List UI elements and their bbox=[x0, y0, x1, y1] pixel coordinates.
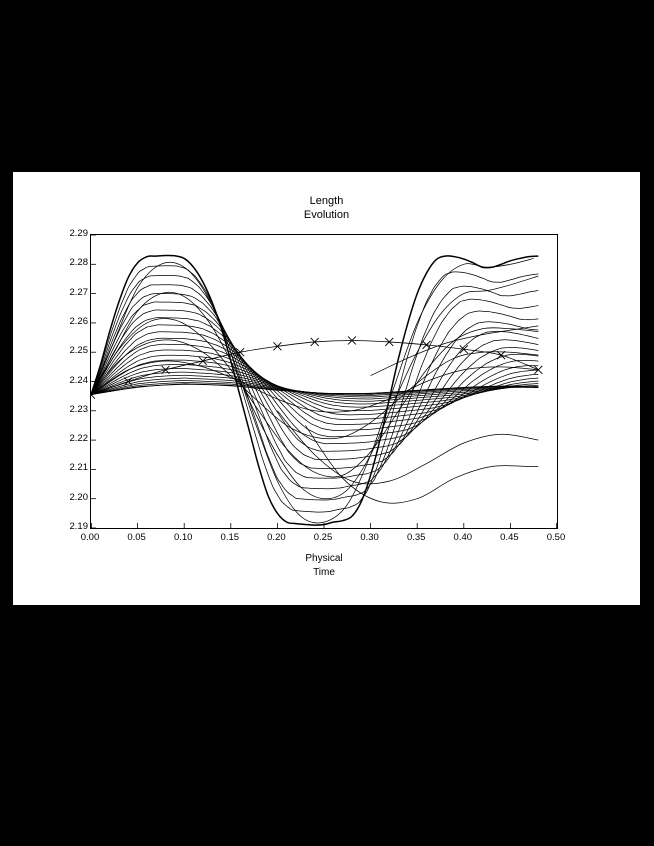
x-tick-label: 0.30 bbox=[360, 532, 379, 543]
x-tick-label: 0.15 bbox=[220, 532, 240, 543]
chart-figure bbox=[13, 172, 640, 605]
y-tick-label: 2.25 bbox=[69, 345, 88, 357]
x-tick-label: 0.00 bbox=[80, 532, 100, 543]
series-line bbox=[91, 338, 538, 430]
series-line bbox=[91, 368, 538, 404]
x-tick-label: 0.10 bbox=[173, 532, 193, 543]
x-tick-label: 0.40 bbox=[453, 532, 473, 543]
plot-area bbox=[90, 234, 558, 529]
series-lines bbox=[91, 255, 538, 525]
x-axis-label-line1: Physical bbox=[305, 553, 343, 564]
x-tick-label: 0.35 bbox=[406, 532, 426, 543]
series-line-marked bbox=[91, 340, 538, 394]
x-tick-label: 0.50 bbox=[546, 532, 566, 543]
series-line-lower-tail-b bbox=[305, 425, 538, 503]
x-axis-label-line2: Time bbox=[313, 567, 335, 578]
y-tick-label: 2.27 bbox=[69, 286, 88, 298]
y-tick-label: 2.22 bbox=[69, 433, 88, 445]
y-tick-label: 2.21 bbox=[69, 462, 88, 474]
series-line bbox=[91, 332, 538, 437]
y-tick-label: 2.23 bbox=[69, 403, 88, 415]
x-tick-label: 0.05 bbox=[127, 532, 146, 543]
y-tick-label: 2.26 bbox=[69, 315, 88, 327]
series-line bbox=[91, 350, 538, 420]
plot-svg bbox=[91, 235, 557, 528]
x-axis-label bbox=[90, 552, 558, 580]
x-tick-label: 0.20 bbox=[267, 532, 286, 543]
chart-title-line1: Length bbox=[309, 195, 344, 207]
y-tick-label: 2.29 bbox=[69, 228, 88, 239]
chart-title-line2: Evolution bbox=[303, 209, 350, 221]
y-tick-label: 2.24 bbox=[69, 374, 88, 386]
y-tick-label: 2.20 bbox=[69, 491, 88, 503]
y-tick-label: 2.19 bbox=[69, 521, 88, 532]
x-tick-label: 0.25 bbox=[313, 532, 333, 543]
x-tick-label: 0.45 bbox=[500, 532, 519, 543]
series-line-intermediate-damped-5 bbox=[91, 361, 538, 412]
y-tick-label: 2.28 bbox=[69, 257, 88, 269]
series-line bbox=[91, 318, 538, 452]
